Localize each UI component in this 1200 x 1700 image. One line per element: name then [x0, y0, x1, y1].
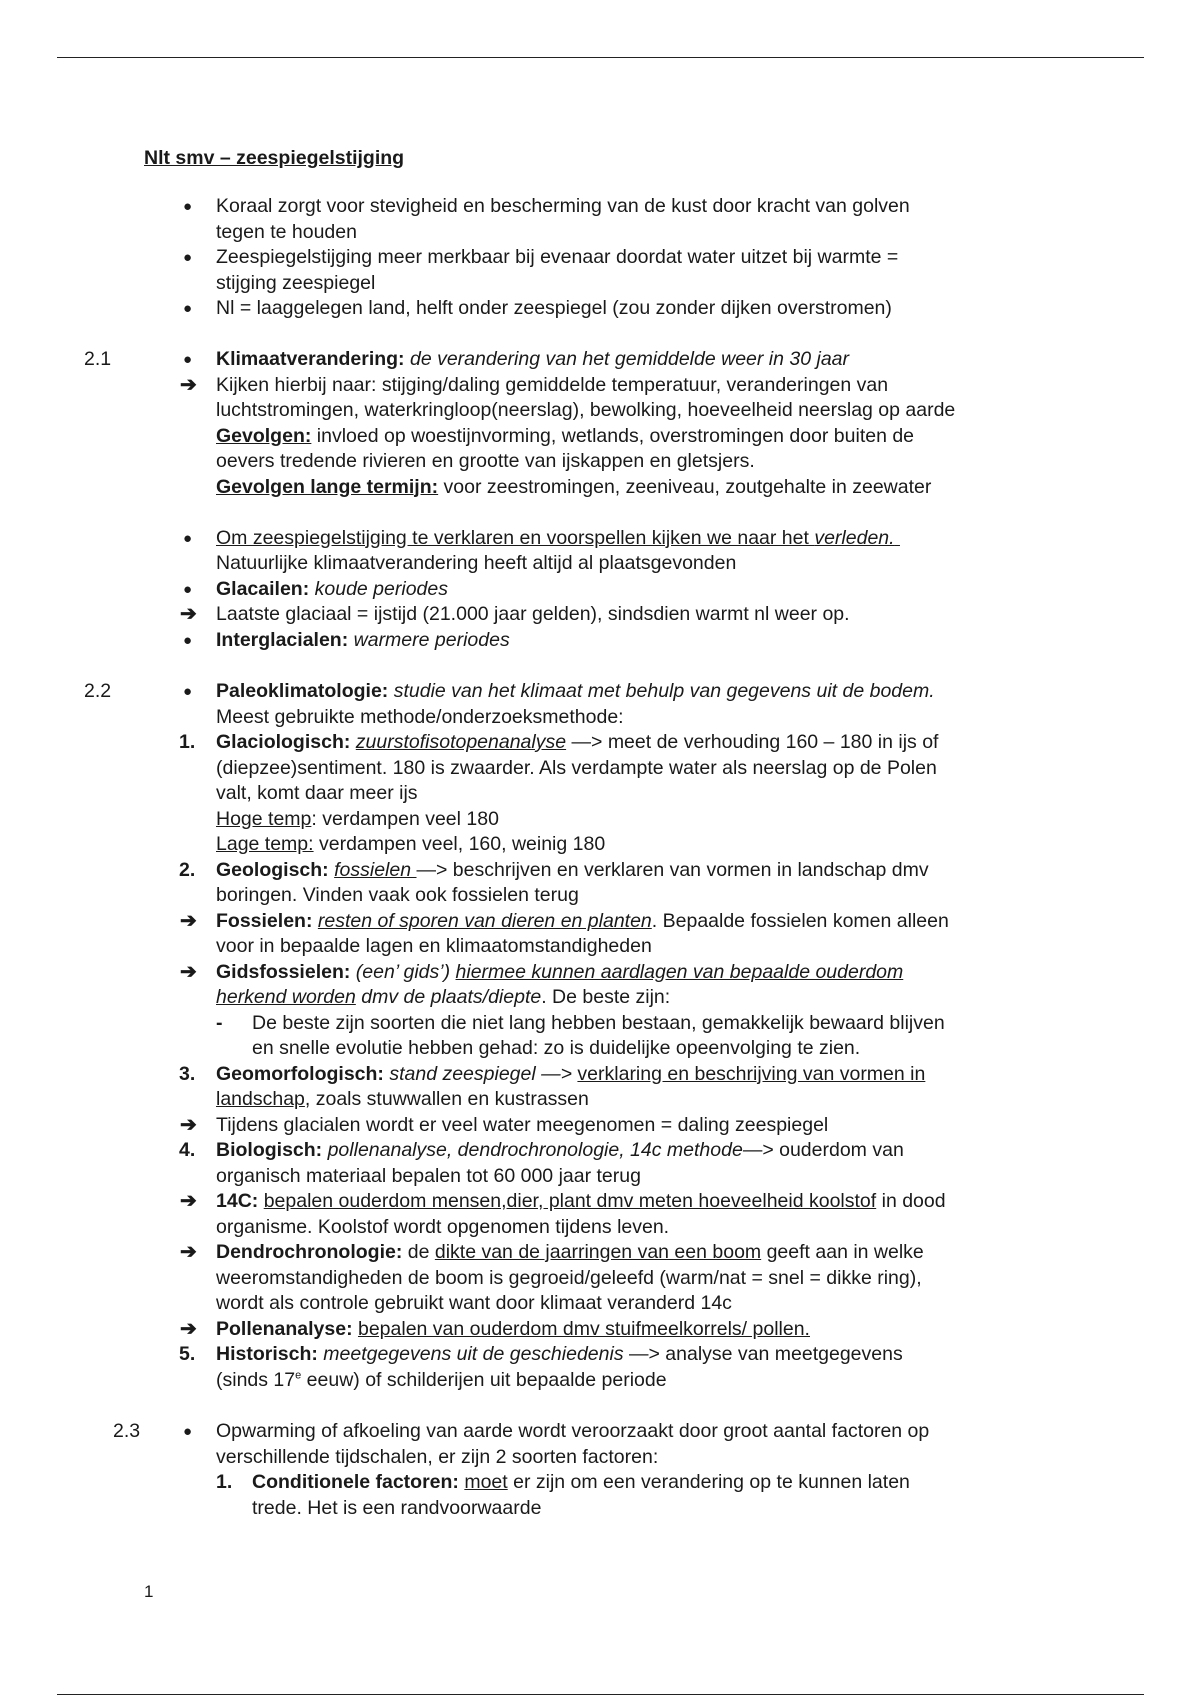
arrow-item: ➔ Kijken hierbij naar: stijging/daling gemiddelde temperatuur, veranderingen van: [0, 373, 1200, 399]
numbered-item: 4. Biologisch: pollenanalyse, dendrochronologie, 14c methode—> ouderdom van: [179, 1139, 904, 1161]
numbered-item: 3. Geomorfologisch: stand zeespiegel —> verklaring en beschrijving van vormen in: [179, 1062, 926, 1085]
footer-rule: [57, 1694, 1144, 1695]
section-2-3: 2.3 ● Opwarming of afkoeling van aarde wordt veroorzaakt door groot aantal factoren op verschillende tijdschalen, er zijn 2 soorten factoren: 1. Conditionele factoren: moet er zijn om een verandering op te kunnen laten trede. Het is een randvoorwaarde: [0, 1419, 1200, 1521]
intro-section: [0, 194, 1200, 322]
arrow-item: ➔ Fossielen: resten of sporen van dieren en planten. Bepaalde fossielen komen alleen: [0, 909, 1200, 935]
numbered-item: 2. Geologisch: fossielen —> beschrijven en verklaren van vormen in landschap dmv: [179, 858, 929, 881]
arrow-icon: ➔: [180, 960, 197, 983]
arrow-icon: ➔: [180, 909, 197, 932]
page-title: Nlt smv – zeespiegelstijging: [144, 147, 405, 169]
list-item: ● Zeespiegelstijging meer merkbaar bij evenaar doordat water uitzet bij warmte =: [183, 246, 899, 268]
list-item: 2.1 ● Klimaatverandering: de verandering van het gemiddelde weer in 30 jaar: [0, 347, 1200, 373]
arrow-icon: ➔: [180, 1113, 197, 1136]
arrow-item: ➔ Pollenanalyse: bepalen van ouderdom dmv stuifmeelkorrels/ pollen.: [0, 1317, 1200, 1343]
list-item: ● Nl = laaggelegen land, helft onder zeespiegel (zou zonder dijken overstromen): [183, 297, 892, 319]
numbered-item: 1. Glaciologisch: zuurstofisotopenanalyse —> meet de verhouding 160 – 180 in ijs of: [179, 731, 939, 753]
arrow-icon: ➔: [180, 603, 197, 625]
section-2-1: 2.1 ● Klimaatverandering: de verandering van het gemiddelde weer in 30 jaar ➔ Kijken hierbij naar: stijging/daling gemiddelde temperatuur, veranderingen van luchtstromingen, waterkringloop(neerslag), bewolking, hoeveelheid neerslag op aarde Gevolgen: invloed op woestijnvorming, wetlands, overstromingen door buiten de oevers tredende rivieren en grootte van ijskappen en gletsjers. Gevolgen lange termijn: voor zeestromingen, zeeniveau, zoutgehalte in zeewater ● Om zeespiegelstijging te verklaren en voorspellen kijken we naar het verleden. Natuurlijke klimaatverandering heeft altijd al plaatsgevonden ● Glacailen: koude periodes ➔ Laatste glaciaal = ijstijd (21.000 jaar gelden), sindsdien warmt nl weer op. ● Interglacialen: warmere periodes: [0, 347, 1200, 653]
section-number: 2.2: [84, 680, 112, 702]
list-item: 2.2 ● Paleoklimatologie: studie van het klimaat met behulp van gegevens uit de bodem.: [0, 679, 1200, 705]
arrow-item: ➔ Laatste glaciaal = ijstijd (21.000 jaar gelden), sindsdien warmt nl weer op.: [0, 602, 1200, 628]
list-item: ● Glacailen: koude periodes: [183, 577, 448, 600]
list-item: ● Koraal zorgt voor stevigheid en bescherming van de kust door kracht van golven: [183, 195, 910, 217]
list-item-cont: tegen te houden: [216, 220, 357, 243]
list-item: 2.3 ● Opwarming of afkoeling van aarde wordt veroorzaakt door groot aantal factoren op: [0, 1419, 1200, 1445]
list-item-cont: stijging zeespiegel: [216, 271, 376, 294]
arrow-item: ➔ Dendrochronologie: de dikte van de jaarringen van een boom geeft aan in welke: [0, 1240, 1200, 1266]
list-item: ● Om zeespiegelstijging te verklaren en voorspellen kijken we naar het verleden.: [183, 526, 895, 549]
arrow-item: ➔ Tijdens glacialen wordt er veel water meegenomen = daling zeespiegel: [0, 1113, 1200, 1139]
arrow-icon: ➔: [180, 1190, 197, 1212]
numbered-item: 1. Conditionele factoren: moet er zijn om een verandering op te kunnen laten: [216, 1471, 910, 1493]
sub-item: - De beste zijn soorten die niet lang hebben bestaan, gemakkelijk bewaard blijven: [216, 1011, 945, 1034]
numbered-item: 5. Historisch: meetgegevens uit de geschiedenis —> analyse van meetgegevens: [179, 1343, 903, 1365]
arrow-icon: ➔: [180, 1317, 197, 1340]
arrow-item: ➔ 14C: bepalen ouderdom mensen,dier, plant dmv meten hoeveelheid koolstof in dood: [0, 1189, 1200, 1215]
page-number: 1: [144, 1582, 154, 1601]
section-number: 2.1: [84, 348, 112, 370]
header-rule: [57, 57, 1144, 58]
arrow-icon: ➔: [180, 373, 197, 396]
section-number: 2.3: [113, 1420, 141, 1442]
arrow-item: ➔ Gidsfossielen: (een’ gids’) hiermee kunnen aardlagen van bepaalde ouderdom: [0, 960, 1200, 986]
arrow-icon: ➔: [180, 1241, 197, 1263]
list-item: ● Interglacialen: warmere periodes: [183, 628, 510, 651]
section-2-2: 2.2 ● Paleoklimatologie: studie van het klimaat met behulp van gegevens uit de bodem. Meest gebruikte methode/onderzoeksmethode: 1. Glaciologisch: zuurstofisotopenanalyse —> meet de verhouding 160 – 180 in ijs of (diepzee)sentiment. 180 is zwaarder. Als verdampte water als neerslag op de Polen valt, komt daar meer ijs Hoge temp: verdampen veel 180 Lage temp: verdampen veel, 160, weinig 180 2. Geologisch: fossielen —> beschrijven en verklaren van vormen in landschap dmv boringen. Vinden vaak ook fossielen terug ➔ Fossielen: resten of sporen van dieren en planten. Bepaalde fossielen komen alleen voor in bepaalde lagen en klimaatomstandigheden ➔ Gidsfossielen: (een’ gids’) hiermee kunnen aardlagen van bepaalde ouderdom herkend worden dmv de plaats/diepte. De beste zijn: - De beste zijn soorten die niet lang hebben bestaan, gemakkelijk bewaard blijven en snelle evolutie hebben gehad: zo is duidelijke opeenvolging te zien. 3. Geomorfologisch: stand zeespiegel —> verklaring en beschrijving van vormen in landschap, zoals stuwwallen en kustrassen ➔ Tijdens glacialen wordt er veel water meegenomen = daling zeespiegel 4. Biologisch: pollenanalyse, dendrochronologie, 14c methode—> ouderdom van organisch materiaal bepalen tot 60 000 jaar terug ➔ 14C: bepalen ouderdom mensen,dier, plant dmv meten hoeveelheid koolstof in dood organisme. Koolstof wordt opgenomen tijdens leven. ➔ Dendrochronologie: de dikte van de jaarringen van een boom geeft aan in welke weeromstandigheden de boom is gegroeid/geleefd (warm/nat = snel = dikke ring), wordt als controle gebruikt want door klimaat veranderd 14c ➔ Pollenanalyse: bepalen van ouderdom dmv stuifmeelkorrels/ pollen. 5. Historisch: meetgegevens uit de geschiedenis —> analyse van meetgegevens (sinds 17e eeuw) of schilderijen uit bepaalde periode: [0, 679, 1200, 1393]
